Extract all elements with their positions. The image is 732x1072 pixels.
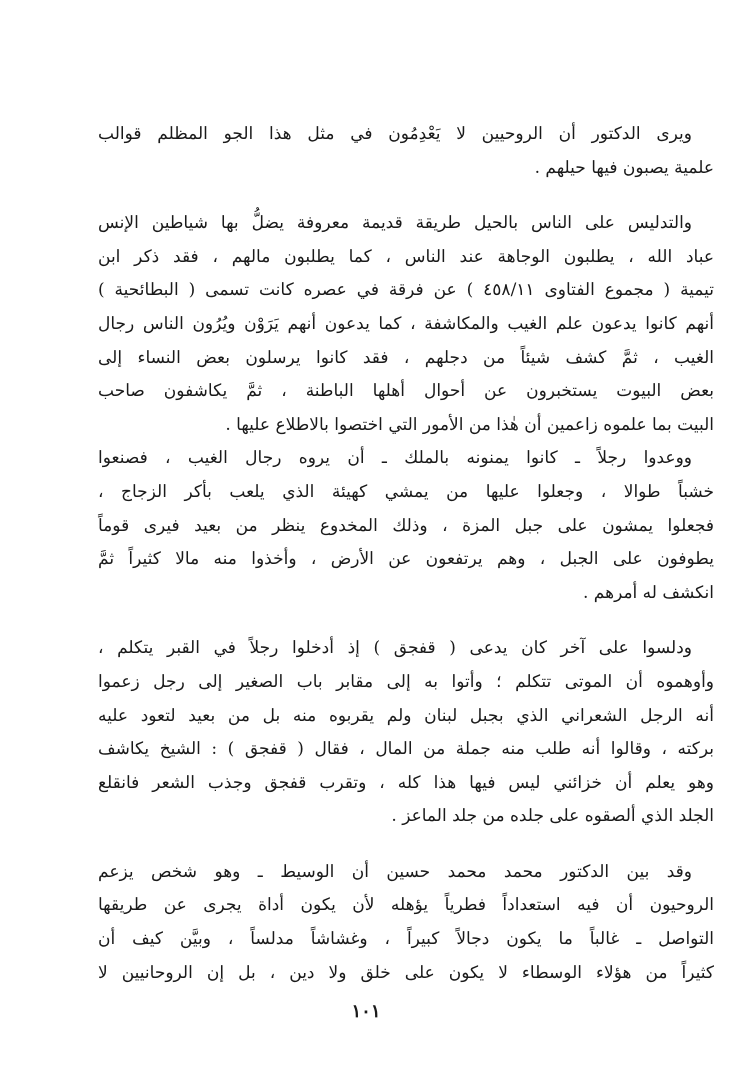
text-line: التواصل ـ غالباً ما يكون دجالاً كبيراً ، وغشاشاً مدلساً ، وبيَّن كيف أن: [98, 929, 714, 950]
paragraph-3: [98, 442, 714, 610]
text-line: كثيراً من هؤلاء الوسطاء لا يكون على خلق ولا دين ، بل إن الروحانيين لا: [98, 962, 714, 983]
text-line: خشباً طوالا ، وجعلوا عليها من يمشي كهيئة الذي يلعب بأكر الزجاج ،: [98, 481, 714, 502]
text-line: فجعلوا يمشون على جبل المزة ، وذلك المخدوع ينظر من بعيد فيرى قوماً: [98, 515, 714, 536]
text-line: ووعدوا رجلاً ـ كانوا يمنونه بالملك ـ أن يروه رجال الغيب ، فصنعوا: [98, 448, 692, 469]
text-line: انكشف له أمرهم .: [582, 582, 714, 603]
text-line: الغيب ، ثمَّ كشف شيئاً من دجلهم ، فقد كانوا يرسلون بعض النساء إلى: [98, 347, 714, 368]
text-line: ودلسوا على آخر كان يدعى ( قفجق ) إذ أدخلوا رجلاً في القبر يتكلم ،: [98, 638, 692, 659]
body-text: [98, 118, 714, 990]
text-line: علمية يصبون فيها حيلهم .: [534, 157, 714, 178]
paragraph-2: [98, 207, 714, 442]
text-line: بركته ، وقالوا أنه طلب منه جملة من المال ، فقال ( قفجق ) : الشيخ يكاشف: [98, 739, 714, 760]
page-number: ١٠١: [351, 1001, 381, 1022]
text-line: وأوهموه أن الموتى تتكلم ؛ وأتوا به إلى مقابر باب الصغير إلى رجل زعموا: [98, 671, 714, 692]
text-line: وقد بين الدكتور محمد محمد حسين أن الوسيط ـ وهو شخص يزعم: [98, 861, 692, 882]
paragraph-1: [98, 118, 714, 185]
text-line: ويرى الدكتور أن الروحيين لا يَعْدِمُون في مثل هذا الجو المظلم قوالب: [98, 124, 692, 144]
text-line: وهو يعلم أن خزائني ليس فيها هذا كله ، وتقرب قفجق وجذب الشعر فانقلع: [98, 772, 714, 793]
paragraph-4: [98, 632, 714, 834]
text-line: عباد الله ، يطلبون الوجاهة عند الناس ، كما يطلبون مالهم ، فقد ذكر ابن: [98, 246, 714, 267]
text-line: والتدليس على الناس بالحيل طريقة قديمة معروفة يضلُّ بها شياطين الإنس: [98, 213, 692, 234]
text-line: أنه الرجل الشعراني الذي بجبل لبنان ولم يقربوه منه بل من بعيد لتعود عليه: [98, 705, 714, 726]
paragraph-5: [98, 856, 714, 990]
text-line: أنهم كانوا يدعون علم الغيب والمكاشفة ، كما يدعون أنهم يَرَوْن ويُرُون الناس رجال: [98, 313, 714, 334]
text-line: يطوفون على الجبل ، وهم يرتفعون عن الأرض ، وأخذوا منه مالا كثيراً ثمَّ: [98, 549, 714, 570]
text-line: البيت بما علموه زاعمين أن هٰذا من الأمور التي اختصوا بالاطلاع عليها .: [225, 414, 714, 435]
text-line: الروحيون أن فيه استعداداً فطرياً يؤهله لأن يكون أداة يجرى عن طريقها: [98, 895, 714, 916]
text-line: الجلد الذي ألصقوه على جلده من جلد الماعز .: [391, 806, 714, 827]
text-line: تيمية ( مجموع الفتاوى ٤٥٨/١١ ) عن فرقة في عصره كانت تسمى ( البطائحية ): [98, 280, 714, 301]
text-line: بعض البيوت يستخبرون عن أحوال أهلها الباطنة ، ثمَّ يكاشفون صاحب: [98, 381, 714, 402]
